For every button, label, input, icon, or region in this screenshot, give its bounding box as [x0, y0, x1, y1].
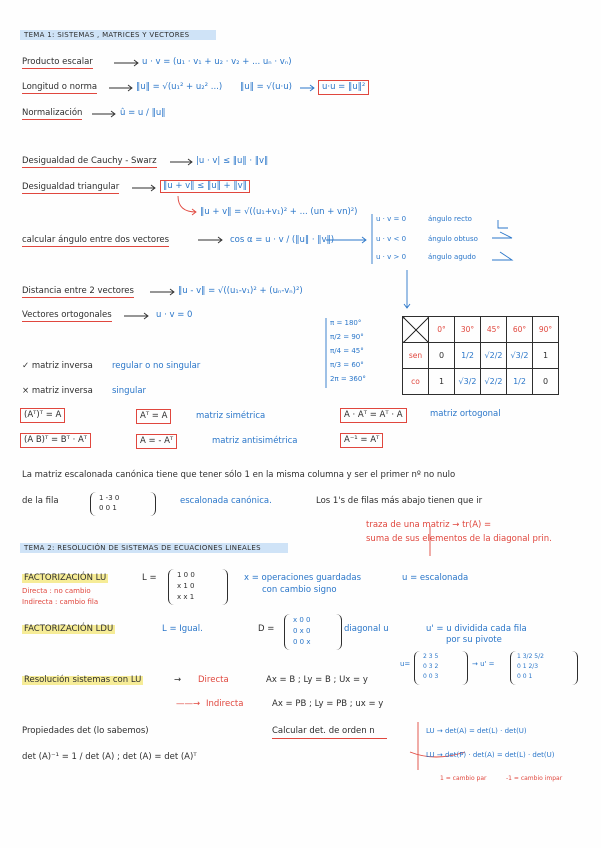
- lu-title: FACTORIZACIÓN LU: [24, 573, 107, 583]
- trig-cell: √3/2: [507, 343, 533, 369]
- normalizacion-label: Normalización: [22, 108, 83, 118]
- longitud-formula-2: ‖u‖ = √(u·u): [240, 82, 292, 92]
- longitud-label: Longitud o norma: [22, 82, 98, 92]
- lu-indirecta: Indirecta : cambio fila: [22, 598, 99, 606]
- simetrica-label: matriz simétrica: [196, 411, 266, 421]
- triangular-label: Desigualdad triangular: [22, 182, 120, 192]
- angulo-caso-2-cond: u · v > 0: [376, 253, 407, 261]
- radian-1: π/2 = 90°: [330, 333, 364, 341]
- det-par: 1 = cambio par: [440, 775, 487, 782]
- radian-2: π/4 = 45°: [330, 347, 364, 355]
- trig-cell: √2/2: [481, 343, 507, 369]
- trig-row-label-sen: sen: [403, 343, 429, 369]
- radian-0: π = 180°: [330, 319, 362, 327]
- lu-L-label: L =: [142, 573, 157, 583]
- inversa-si-result: regular o no singular: [112, 361, 201, 371]
- det-plu: LU → det(P) · det(A) = det(L) · det(U): [426, 751, 555, 759]
- longitud-formula-1: ‖u‖ = √(u₁² + u₂² ...): [136, 82, 223, 92]
- matrix-row: 0 0 x: [293, 638, 311, 646]
- antisimetrica-label: matriz antisimétrica: [212, 436, 298, 446]
- det-lu: LU → det(A) = det(L) · det(U): [426, 727, 527, 735]
- angulo-label: calcular ángulo entre dos vectores: [22, 235, 170, 245]
- lu-x-note: x = operaciones guardadas: [244, 573, 362, 583]
- escalonada-canonica: escalonada canónica.: [180, 496, 272, 506]
- det-impar: -1 = cambio impar: [506, 775, 563, 782]
- ortogonales-formula: u · v = 0: [156, 310, 193, 320]
- ldu-L: L = Igual.: [162, 624, 203, 634]
- triangular-formula: ‖u + v‖ ≤ ‖u‖ + ‖v‖: [160, 180, 250, 193]
- ldu-D-matrix: [284, 614, 342, 650]
- escalonada-text-1: La matriz escalonada canónica tiene que tener sólo 1 en la misma columna y ser el primer nº no nulo: [22, 470, 456, 480]
- res-title: Resolución sistemas con LU: [24, 675, 142, 685]
- antisimetrica-formula: A = - Aᵀ: [136, 434, 177, 449]
- ortogonal-label: matriz ortogonal: [430, 409, 501, 419]
- matrix-row: 0 0 1: [99, 504, 117, 512]
- escalonada-text-4: Los 1's de filas más abajo tienen que ir: [316, 496, 483, 506]
- inversa-traspuesta: A⁻¹ = Aᵀ: [340, 433, 383, 448]
- matrix-row: 0 0 1: [517, 673, 533, 680]
- matrix-row: x 0 0: [293, 616, 311, 624]
- matrix-row: 0 3 2: [423, 663, 439, 670]
- tema1-title: TEMA 1: SISTEMAS , MATRICES Y VECTORES: [24, 31, 190, 39]
- angulo-caso-0-cond: u · v = 0: [376, 215, 407, 223]
- trig-cell: 1: [533, 343, 559, 369]
- angulo-formula: cos α = u · v / (‖u‖ · ‖v‖): [230, 235, 335, 245]
- matrix-row: 1 0 0: [177, 571, 195, 579]
- ldu-u-prime-matrix: [510, 651, 578, 685]
- escalonada-matrix: [90, 492, 156, 516]
- angulo-caso-1-res: ángulo obtuso: [428, 235, 478, 243]
- angulo-caso-2-res: ángulo agudo: [428, 253, 476, 261]
- trig-cell: 0: [429, 343, 455, 369]
- angulo-caso-0-res: ángulo recto: [428, 215, 472, 223]
- matrix-row: 0 x 0: [293, 627, 311, 635]
- ortogonales-label: Vectores ortogonales: [22, 310, 112, 320]
- ldu-u-matrix: [414, 651, 468, 685]
- matrix-row: 1 3/2 5/2: [517, 653, 544, 660]
- longitud-formula-3: u·u = ‖u‖²: [318, 80, 369, 95]
- arrow-glyph: →: [174, 675, 182, 685]
- inversa-no-result: singular: [112, 386, 147, 396]
- producto-escalar-label: Producto escalar: [22, 57, 93, 67]
- ldu-diag: diagonal u: [344, 624, 389, 634]
- trig-table: [402, 316, 559, 395]
- res-directa-formula: Ax = B ; Ly = B ; Ux = y: [266, 675, 368, 685]
- matrix-row: 0 1 2/3: [517, 663, 539, 670]
- det-n-title: Calcular det. de orden n: [272, 727, 387, 739]
- trig-header-2: 45°: [481, 317, 507, 343]
- res-directa: Directa: [198, 675, 229, 685]
- lu-u-note: u = escalonada: [402, 573, 469, 583]
- inversa-si-label: ✓ matriz inversa: [22, 361, 93, 371]
- ldu-D-label: D =: [258, 624, 275, 634]
- trig-corner: [403, 317, 429, 343]
- traza-text-2: suma de sus elementos de la diagonal prin.: [366, 534, 552, 544]
- simetrica-formula: Aᵀ = A: [136, 409, 171, 424]
- trig-header-1: 30°: [455, 317, 481, 343]
- triangular-formula-2: ‖u + v‖ = √((u₁+v₁)² + ... (un + vn)²): [200, 207, 358, 217]
- res-indirecta-formula: Ax = PB ; Ly = PB ; ux = y: [272, 699, 384, 709]
- ortogonal-formula: A · Aᵀ = Aᵀ · A: [340, 408, 407, 423]
- cauchy-formula: |u · v| ≤ ‖u‖ · ‖v‖: [196, 156, 269, 166]
- ldu-u-note: u' = u dividida cada fila: [426, 624, 527, 634]
- prop-traspuesta: (Aᵀ)ᵀ = A: [20, 408, 65, 423]
- trig-cell: 1: [429, 369, 455, 395]
- trig-cell: √2/2: [481, 369, 507, 395]
- prop-producto-traspuesta: (A B)ᵀ = Bᵀ · Aᵀ: [20, 433, 91, 448]
- trig-cell: 1/2: [455, 343, 481, 369]
- traza-text-1: traza de una matriz → tr(A) =: [366, 520, 492, 530]
- matrix-row: x 1 0: [177, 582, 195, 590]
- res-indirecta: Indirecta: [206, 699, 244, 709]
- trig-header-3: 60°: [507, 317, 533, 343]
- matrix-row: 0 0 3: [423, 673, 439, 680]
- res-indirecta-arrow: ——→: [176, 699, 201, 709]
- angulo-caso-1-cond: u · v < 0: [376, 235, 407, 243]
- distancia-formula: ‖u - v‖ = √((u₁-v₁)² + (uₙ-vₙ)²): [178, 286, 303, 296]
- inversa-no-label: × matriz inversa: [22, 386, 93, 396]
- det-formula: det (A)⁻¹ = 1 / det (A) ; det (A) = det (A)ᵀ: [22, 752, 197, 762]
- det-title: Propiedades det (lo sabemos): [22, 726, 149, 736]
- trig-header-4: 90°: [533, 317, 559, 343]
- lu-x-note-2: con cambio signo: [262, 585, 337, 595]
- tema2-title: TEMA 2: RESOLUCIÓN DE SISTEMAS DE ECUACIONES LINEALES: [24, 544, 261, 552]
- distancia-label: Distancia entre 2 vectores: [22, 286, 134, 296]
- ldu-u-prime-eq: → u' =: [472, 660, 495, 668]
- escalonada-text-2: de la fila: [22, 496, 59, 506]
- normalizacion-formula: û = u / ‖u‖: [120, 108, 166, 118]
- radian-4: 2π = 360°: [330, 375, 366, 383]
- radian-3: π/3 = 60°: [330, 361, 364, 369]
- matrix-row: 2 3 5: [423, 653, 439, 660]
- lu-directa: Directa : no cambio: [22, 587, 91, 595]
- trig-header-0: 0°: [429, 317, 455, 343]
- trig-cell: 0: [533, 369, 559, 395]
- trig-cell: 1/2: [507, 369, 533, 395]
- matrix-row: 1 -3 0: [99, 494, 120, 502]
- matrix-row: x x 1: [177, 593, 195, 601]
- cauchy-label: Desigualdad de Cauchy - Swarz: [22, 156, 157, 166]
- lu-L-matrix: [168, 569, 228, 605]
- trig-cell: √3/2: [455, 369, 481, 395]
- producto-escalar-formula: u · v = (u₁ · v₁ + u₂ · v₂ + ... uₙ · vₙ): [142, 57, 292, 67]
- trig-row-label-co: co: [403, 369, 429, 395]
- ldu-title: FACTORIZACIÓN LDU: [24, 624, 114, 634]
- ldu-u-eq: u=: [400, 660, 411, 668]
- ldu-u-note-2: por su pivote: [446, 635, 502, 645]
